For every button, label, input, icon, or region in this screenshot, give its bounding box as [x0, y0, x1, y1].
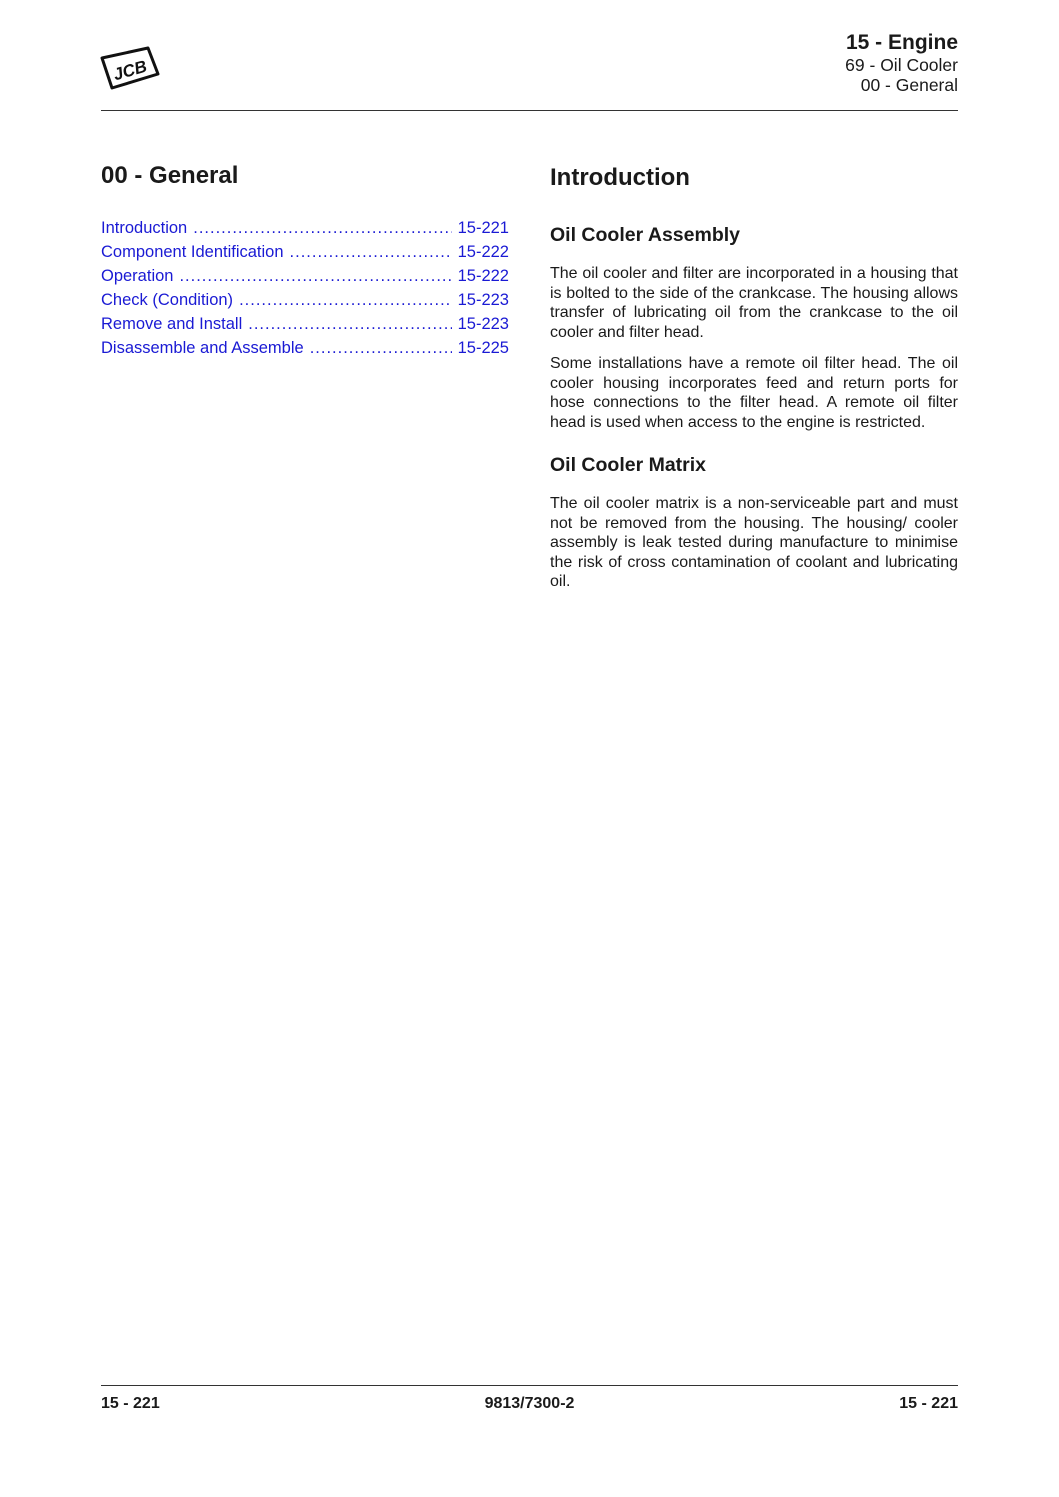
toc-link-introduction[interactable] — [101, 216, 509, 240]
section-heading-oil-cooler-matrix: Oil Cooler Matrix — [550, 454, 707, 476]
svg-text:JCB: JCB — [111, 56, 150, 85]
toc-dot-leader — [239, 288, 452, 312]
jcb-logo — [100, 46, 160, 92]
toc-link-disassemble-and-assemble[interactable] — [101, 336, 509, 360]
toc-dot-leader — [193, 216, 451, 240]
toc-dot-leader — [248, 312, 451, 336]
content-title: Introduction — [550, 164, 690, 191]
paragraph: The oil cooler and filter are incorporated in a housing that is bolted to the side of the crankcase. The housing allows transfer of lubricating oil from the crankcase to the oil cooler and filter head. — [550, 265, 958, 341]
toc-label: Disassemble and Assemble — [101, 339, 304, 357]
toc-link-component-identification[interactable] — [101, 240, 509, 264]
footer-page-number-right: 15 - 221 — [899, 1395, 958, 1412]
header-divider — [101, 110, 958, 111]
toc-page-number: 15-221 — [457, 219, 509, 237]
toc-dot-leader — [290, 240, 452, 264]
toc-link-check-condition[interactable] — [101, 288, 509, 312]
footer-divider — [101, 1385, 958, 1386]
toc-label: Component Identification — [101, 243, 284, 261]
main-content — [550, 162, 958, 604]
toc-link-remove-and-install[interactable] — [101, 312, 509, 336]
page-header — [845, 30, 958, 95]
toc-page-number: 15-223 — [457, 291, 509, 309]
toc-page-number: 15-222 — [457, 267, 509, 285]
subsection-title: 00 - General — [860, 75, 958, 95]
footer-page-number-left: 15 - 221 — [101, 1395, 160, 1412]
paragraph: The oil cooler matrix is a non-serviceable part and must not be removed from the housing. The housing/ cooler assembly is leak tested during manufacture to minimise the risk of cross contamination of coolant and lubricating oil. — [550, 495, 958, 590]
toc-label: Check (Condition) — [101, 291, 234, 309]
toc-label: Operation — [101, 267, 174, 285]
footer-document-number: 9813/7300-2 — [484, 1395, 575, 1412]
chapter-title: 15 - Engine — [845, 31, 958, 54]
toc-label: Remove and Install — [101, 315, 243, 333]
toc-dot-leader — [310, 336, 452, 360]
toc-link-operation[interactable] — [101, 264, 509, 288]
table-of-contents — [101, 160, 509, 360]
section-heading-oil-cooler-assembly: Oil Cooler Assembly — [550, 224, 741, 246]
toc-page-number: 15-223 — [457, 315, 509, 333]
toc-page-number: 15-225 — [457, 339, 509, 357]
paragraph: Some installations have a remote oil filter head. The oil cooler housing incorporates feed and return ports for hose connections to the filter head. A remote oil filter head is used when access to the engine is restricted. — [550, 355, 958, 431]
section-title: 69 - Oil Cooler — [845, 55, 958, 75]
toc-dot-leader — [179, 264, 451, 288]
toc-title: 00 - General — [101, 162, 239, 189]
toc-label: Introduction — [101, 219, 188, 237]
toc-page-number: 15-222 — [457, 243, 509, 261]
